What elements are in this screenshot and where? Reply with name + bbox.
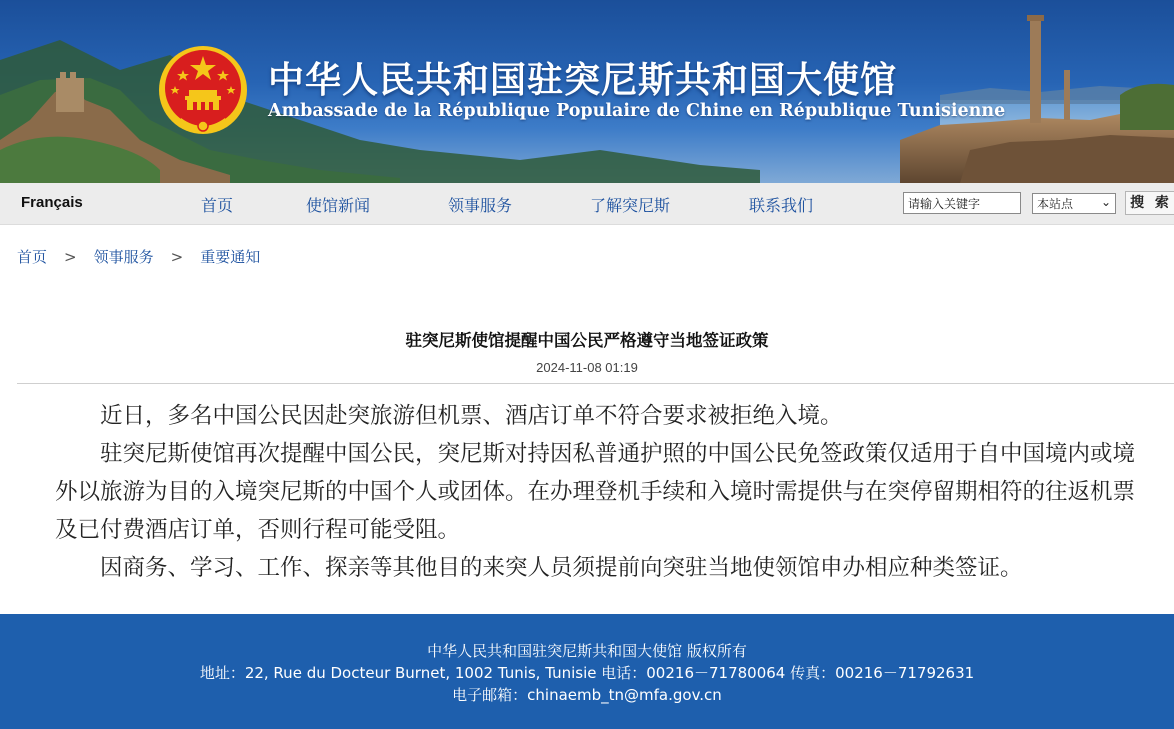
search-scope-value: 本站点 <box>1037 197 1074 211</box>
nav-item-contact-us[interactable]: 联系我们 <box>749 196 814 215</box>
article-body <box>55 397 1155 587</box>
site-title-chinese: 中华人民共和国驻突尼斯共和国大使馆 <box>268 60 898 101</box>
search-input[interactable]: 请输入关键字 <box>903 192 1021 214</box>
chevron-right-icon: > <box>64 248 77 266</box>
nav-item-home[interactable]: 首页 <box>201 196 234 215</box>
article-title: 驻突尼斯使馆提醒中国公民严格遵守当地签证政策 <box>405 331 769 350</box>
language-switch-link[interactable]: Français <box>21 194 83 211</box>
breadcrumb-home[interactable]: 首页 <box>17 248 48 266</box>
breadcrumb-consular-services[interactable]: 领事服务 <box>93 248 154 266</box>
site-footer <box>0 614 1174 729</box>
nav-item-consular-services[interactable]: 领事服务 <box>448 196 513 215</box>
article-paragraph: 驻突尼斯使馆再次提醒中国公民，突尼斯对持因私普通护照的中国公民免签政策仅适用于自中国境内或境外以旅游为目的入境突尼斯的中国个人或团体。在办理登机手续和入境时需提供与在突停留期相符的往返机票及已付费酒店订单，否则行程可能受阻。 <box>55 441 1136 543</box>
nav-item-about-tunisia[interactable]: 了解突尼斯 <box>590 196 671 215</box>
footer-address-contact: 地址：22, Rue du Docteur Burnet, 1002 Tunis, Tunisie 电话：00216－71780064 传真：00216－71792631 <box>199 664 975 682</box>
title-divider <box>17 383 1174 384</box>
article-paragraph: 近日，多名中国公民因赴突旅游但机票、酒店订单不符合要求被拒绝入境。 <box>100 403 843 429</box>
breadcrumb-important-notices[interactable]: 重要通知 <box>200 248 261 266</box>
article-date: 2024-11-08 01:19 <box>536 360 638 375</box>
search-scope-select[interactable] <box>1032 193 1116 214</box>
search-button[interactable]: 搜 索 <box>1125 191 1174 215</box>
footer-email: 电子邮箱：chinaemb_tn@mfa.gov.cn <box>452 686 722 704</box>
chevron-right-icon: > <box>170 248 184 266</box>
site-header-banner <box>0 0 1174 183</box>
national-emblem-icon <box>155 42 251 140</box>
nav-item-embassy-news[interactable]: 使馆新闻 <box>306 196 371 215</box>
footer-copyright: 中华人民共和国驻突尼斯共和国大使馆 版权所有 <box>427 642 747 660</box>
chevron-down-icon: ⌄ <box>1100 195 1111 209</box>
site-title-french: Ambassade de la République Populaire de Chine en République Tunisienne <box>268 101 1006 121</box>
article-paragraph: 因商务、学习、工作、探亲等其他目的来突人员须提前向突驻当地使领馆申办相应种类签证。 <box>100 555 1023 581</box>
breadcrumb <box>17 246 260 267</box>
